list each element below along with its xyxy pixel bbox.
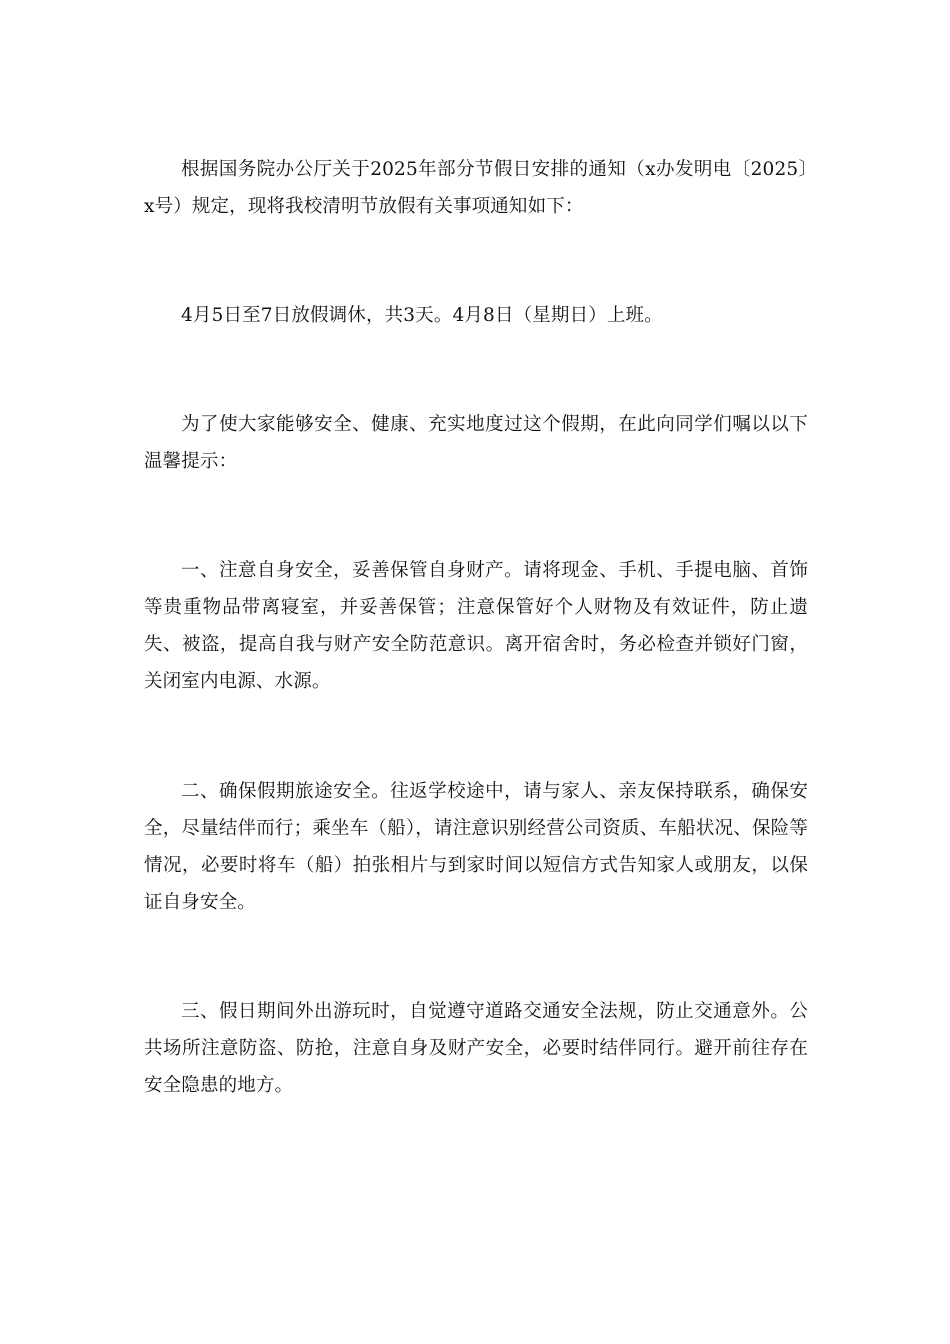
paragraph-reminder-intro: 为了使大家能够安全、健康、充实地度过这个假期，在此向同学们嘱以以下温馨提示： <box>144 414 808 472</box>
paragraph-outing-safety: 三、假日期间外出游玩时，自觉遵守道路交通安全法规，防止交通意外。公共场所注意防盗、防抢，注意自身及财产安全，必要时结伴同行。避开前往存在安全隐患的地方。 <box>144 1001 808 1096</box>
document-body <box>144 151 808 1104</box>
paragraph-travel-safety: 二、确保假期旅途安全。往返学校途中，请与家人、亲友保持联系，确保安全，尽量结伴而行；乘坐车（船），请注意识别经营公司资质、车船状况、保险等情况，必要时将车（船）拍张相片与到家时间以短信方式告知家人或朋友，以保证自身安全。 <box>144 781 808 913</box>
paragraph-safety-property: 一、注意自身安全，妥善保管自身财产。请将现金、手机、手提电脑、首饰等贵重物品带离寝室，并妥善保管；注意保管好个人财物及有效证件，防止遗失、被盗，提高自我与财产安全防范意识。离开宿舍时，务必检查并锁好门窗，关闭室内电源、水源。 <box>144 560 808 692</box>
paragraph-holiday-dates: 4月5日至7日放假调休，共3天。4月8日（星期日）上班。 <box>181 305 663 326</box>
paragraph-intro: 根据国务院办公厅关于2025年部分节假日安排的通知（x办发明电〔2025〕x号）规定，现将我校清明节放假有关事项通知如下： <box>144 159 808 217</box>
